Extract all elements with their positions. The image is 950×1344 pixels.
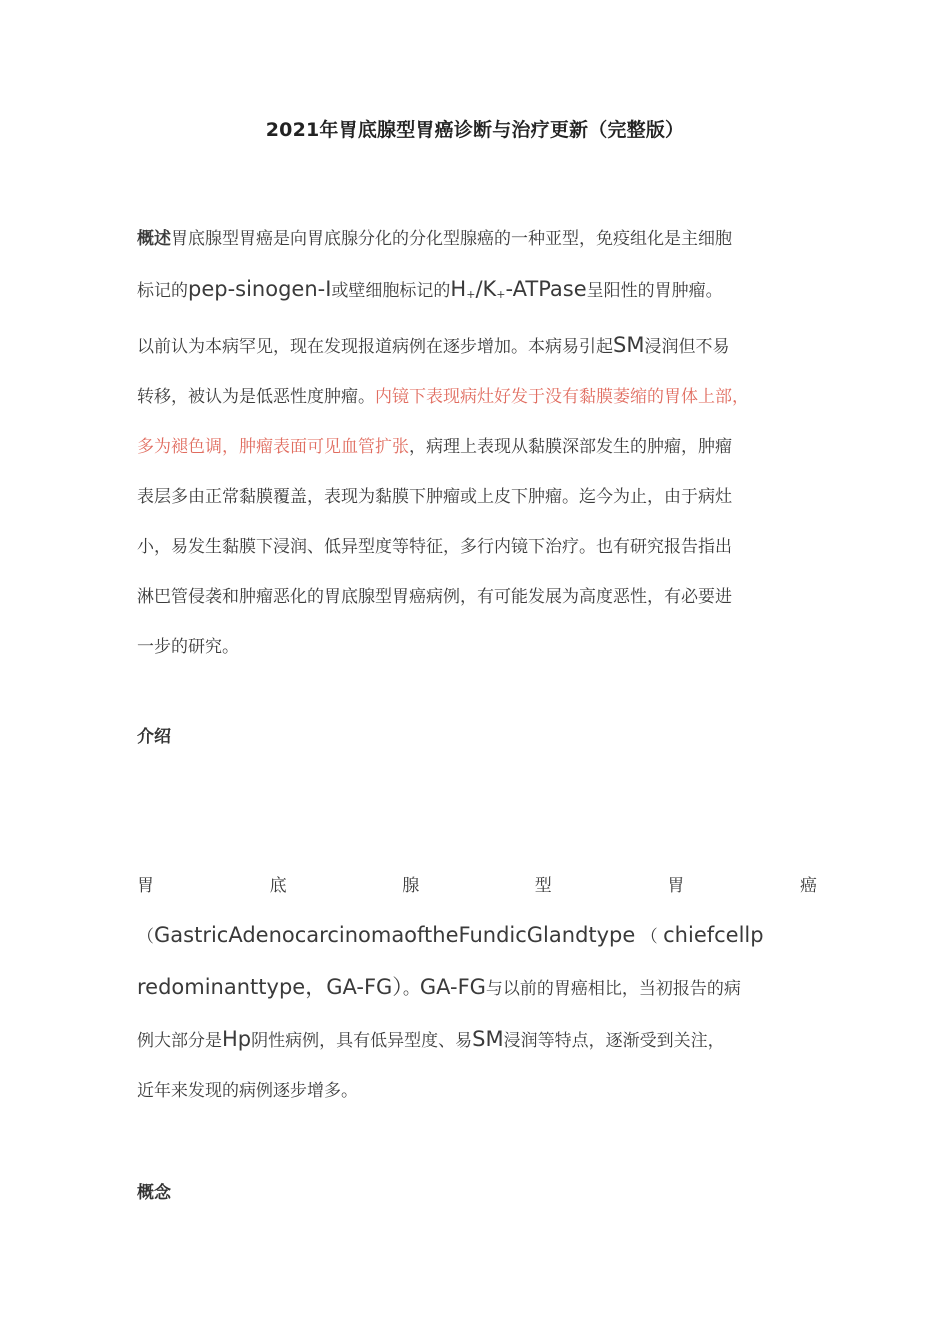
intro-line-4: 例大部分是Hp阴性病例，具有低异型度、易SM浸润等特点，逐渐受到关注， [137, 1027, 725, 1051]
intro-paragraph [137, 910, 827, 1116]
overview-line-1: 概述胃底腺型胃癌是向胃底腺分化的分化型腺癌的一种亚型，免疫组化是主细胞 [137, 229, 732, 249]
highlight-text: 多为褪色调，肿瘤表面可见血管扩张 [137, 437, 409, 457]
overview-label: 概述 [137, 229, 171, 249]
overview-line-3: 以前认为本病罕见，现在发现报道病例在逐步增加。本病易引起SM浸润但不易 [137, 333, 730, 357]
overview-line-6: 表层多由正常黏膜覆盖，表现为黏膜下肿瘤或上皮下肿瘤。迄今为止，由于病灶 [137, 487, 732, 507]
overview-line-4: 转移，被认为是低恶性度肿瘤。内镜下表现病灶好发于没有黏膜萎缩的胃体上部， [137, 387, 749, 407]
intro-line-2: （GastricAdenocarcinomaoftheFundicGlandtype （ chiefcellp [137, 923, 764, 947]
document-title: 2021年胃底腺型胃癌诊断与治疗更新（完整版） [265, 119, 685, 141]
spread-char: 型 [534, 876, 552, 896]
intro-heading: 介绍 [137, 727, 171, 747]
overview-line-5: 多为褪色调，肿瘤表面可见血管扩张，病理上表现从黏膜深部发生的肿瘤，肿瘤 [137, 437, 732, 457]
overview-line-7: 小，易发生黏膜下浸润、低异型度等特征，多行内镜下治疗。也有研究报告指出 [137, 537, 732, 557]
overview-line-8: 淋巴管侵袭和肿瘤恶化的胃底腺型胃癌病例，有可能发展为高度恶性，有必要进 [137, 587, 732, 607]
intro-line-5: 近年来发现的病例逐步增多。 [137, 1081, 358, 1101]
intro-line-3: redominanttype，GA-FG）。GA-FG与以前的胃癌相比，当初报告的病 [137, 975, 741, 999]
overview-paragraph [137, 214, 817, 672]
spread-char: 腺 [402, 876, 420, 896]
intro-spread-line [137, 871, 817, 896]
spread-char: 胃 [667, 876, 685, 896]
spread-char: 底 [269, 876, 287, 896]
highlight-text: 内镜下表现病灶好发于没有黏膜萎缩的胃体上部， [375, 387, 749, 407]
overview-line-2: 标记的pep-sinogen-I或壁细胞标记的H+/K+-ATPase呈阳性的胃肿瘤。 [137, 277, 723, 301]
overview-line-9: 一步的研究。 [137, 637, 239, 657]
concept-heading: 概念 [137, 1183, 171, 1203]
spread-char: 胃 [137, 876, 154, 896]
spread-char: 癌 [799, 876, 817, 896]
